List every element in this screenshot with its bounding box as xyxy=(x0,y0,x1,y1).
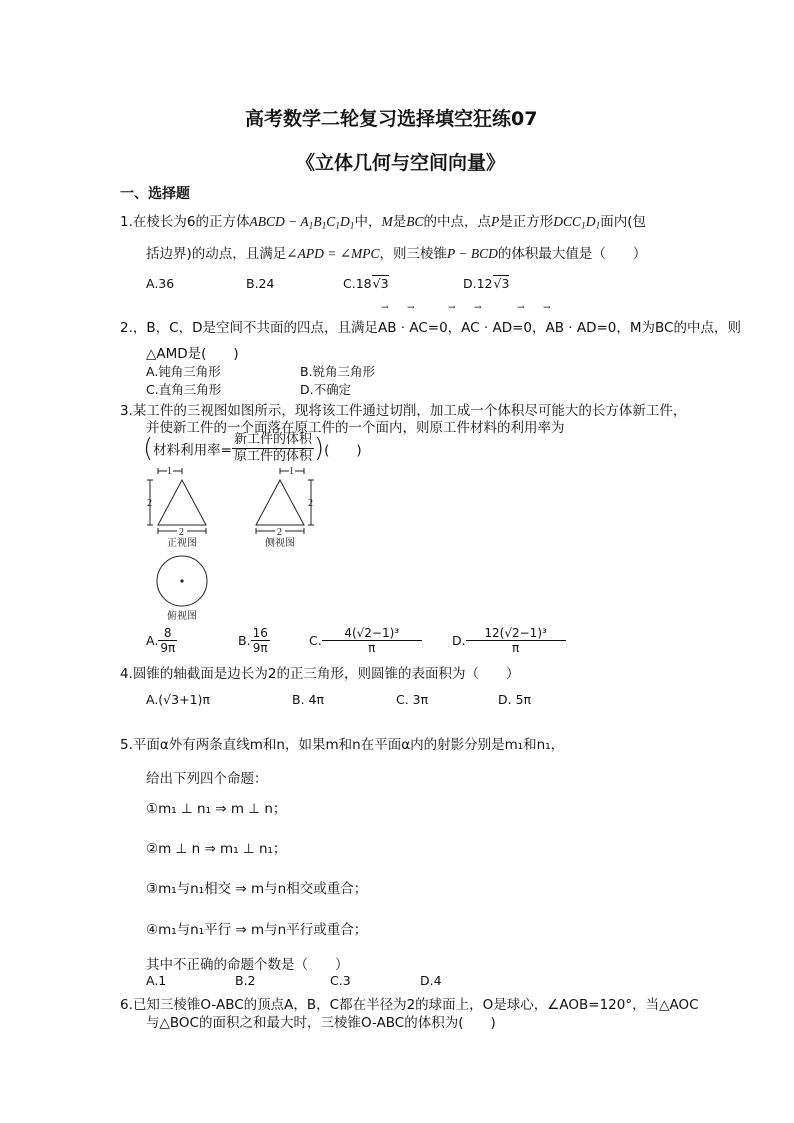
q3-ratio-denominator: 原工件的体积 xyxy=(233,449,312,464)
q4-option-d: D. 5π xyxy=(498,692,532,707)
question-5-line-3: 其中不正确的命题个数是（ ） xyxy=(146,957,349,973)
question-1-line-2 xyxy=(146,242,646,262)
question-3-line-2: 并使新工件的一个面落在原工件的一个面内，则原工件材料的利用率为 xyxy=(146,420,565,436)
dim-base-side: 2 xyxy=(277,527,282,538)
q2-option-c: C.直角三角形 xyxy=(146,382,222,397)
dim-top-side: 1 xyxy=(289,466,294,477)
vec-arrow: → xyxy=(517,303,525,313)
section-heading: 一、选择题 xyxy=(120,186,190,202)
paren-left: ( xyxy=(143,433,154,464)
q1-text-b: 的中点，点 xyxy=(423,214,491,230)
page-title: 高考数学二轮复习选择填空狂练07 xyxy=(245,108,538,130)
dim-side-side: 2 xyxy=(308,498,313,509)
three-view-figure xyxy=(140,466,320,628)
q2-option-a: A.钝角三角形 xyxy=(146,364,221,379)
q1-line2-a: 括边界)的动点，且满足 xyxy=(146,246,287,262)
paren-right: ) xyxy=(313,433,325,464)
vec-arrow: → xyxy=(407,303,415,313)
q1-p: P xyxy=(491,214,500,229)
question-1-line-1 xyxy=(120,210,646,231)
vec-arrow: → xyxy=(448,303,456,313)
front-view-label: 正视图 xyxy=(167,538,197,549)
question-6-line-1: 6.已知三棱锥O-ABC的顶点A，B，C都在半径为2的球面上，O是球心，∠AOB=120°，当△AOC xyxy=(120,997,699,1013)
q1-option-b: B.24 xyxy=(246,276,275,291)
q5-proposition-2: ②m ⊥ n ⇒ m₁ ⊥ n₁； xyxy=(146,841,287,857)
q4-option-c: C. 3π xyxy=(396,692,429,707)
q1-face: $DCC_1D_1$ xyxy=(553,214,601,232)
q1-m: M xyxy=(381,214,393,229)
q2-option-b: B.锐角三角形 xyxy=(300,364,376,379)
q1-option-c: C.18√3 xyxy=(343,276,389,291)
q3-ratio-numerator: 新工件的体积 xyxy=(233,432,312,447)
question-2-line-2: △AMD是( ) xyxy=(146,346,239,362)
q3-option-c: C. $\frac{\text{4(√2−1)³}}{\pi}$ xyxy=(309,626,422,655)
question-4-line-1: 4.圆锥的轴截面是边长为2的正三角形，则圆锥的表面积为（ ） xyxy=(120,666,520,682)
question-3-line-1: 3.某工件的三视图如图所示，现将该工件通过切削，加工成一个体积尽可能大的长方体新工件， xyxy=(120,403,687,419)
q1-option-d: D.12√3 xyxy=(463,276,510,291)
q1-mid: 中， xyxy=(354,214,382,230)
q3-ratio-label: 材料利用率= xyxy=(153,442,232,459)
q1-text-c: 是正方形 xyxy=(499,214,554,230)
q1-line2-c: 的体积最大值是（ ） xyxy=(497,246,647,262)
q4-option-a: A.(√3+1)π xyxy=(146,692,210,707)
q5-proposition-3: ③m₁与n₁相交 ⇒ m与n相交或重合； xyxy=(146,881,368,897)
q5-proposition-1: ①m₁ ⊥ n₁ ⇒ m ⊥ n； xyxy=(146,801,287,817)
q3-option-d: D. $\frac{\text{12(√2−1)³}}{\pi}$ xyxy=(452,626,566,655)
question-2-line-1: 2.，B，C，D是空间不共面的四点，且满足AB · AC=0，AC · AD=0，AB · AD=0，M为BC的中点，则 xyxy=(120,320,741,336)
dim-top-front: 1 xyxy=(167,466,172,477)
q1-line2-b: ，则三棱锥 xyxy=(379,246,448,262)
q1-angle: ∠APD = ∠MPC xyxy=(286,246,380,261)
question-6-line-2: 与△BOC的面积之和最大时，三棱锥O-ABC的体积为( ) xyxy=(146,1015,496,1031)
q5-option-b: B.2 xyxy=(235,973,256,988)
question-5-line-1: 5.平面α外有两条直线m和n，如果m和n在平面α内的射影分别是m₁和n₁， xyxy=(120,737,565,753)
q1-pyramid: P − BCD xyxy=(447,246,498,261)
q2-option-d: D.不确定 xyxy=(300,382,352,397)
q1-text-a: 是 xyxy=(392,214,407,230)
q5-option-d: D.4 xyxy=(420,973,442,988)
vec-arrow: → xyxy=(474,303,482,313)
dim-side-front: 2 xyxy=(147,498,152,509)
question-5-line-2: 给出下列四个命题： xyxy=(146,771,268,787)
front-view-triangle xyxy=(158,480,206,525)
q3-option-a: A. $\frac{8}{9\pi}$ xyxy=(146,626,176,655)
q3-option-b: B. $\frac{16}{9\pi}$ xyxy=(238,626,268,655)
q5-option-c: C.3 xyxy=(330,973,351,988)
dim-base-front: 2 xyxy=(179,527,184,538)
q1-cube: ABCD − $A_1B_1C_1D_1$ xyxy=(249,214,355,232)
side-view-label: 侧视图 xyxy=(265,538,295,549)
vec-arrow: → xyxy=(543,303,551,313)
side-view-triangle xyxy=(256,480,304,525)
vec-arrow: → xyxy=(381,303,389,313)
q1-text-d: 面内(包 xyxy=(600,214,646,230)
q1-option-a: A.36 xyxy=(146,276,175,291)
q1-bc: BC xyxy=(406,214,424,229)
q1-prefix: 1.在棱长为6的正方体 xyxy=(120,214,250,230)
top-view-label: 俯视图 xyxy=(167,611,197,622)
q3-ratio-formula xyxy=(143,432,362,465)
q5-proposition-4: ④m₁与n₁平行 ⇒ m与n平行或重合； xyxy=(146,922,368,938)
q4-option-b: B. 4π xyxy=(292,692,325,707)
page-subtitle: 《立体几何与空间向量》 xyxy=(296,152,506,174)
q5-option-a: A.1 xyxy=(146,973,167,988)
q3-blank: ( ) xyxy=(324,442,362,459)
